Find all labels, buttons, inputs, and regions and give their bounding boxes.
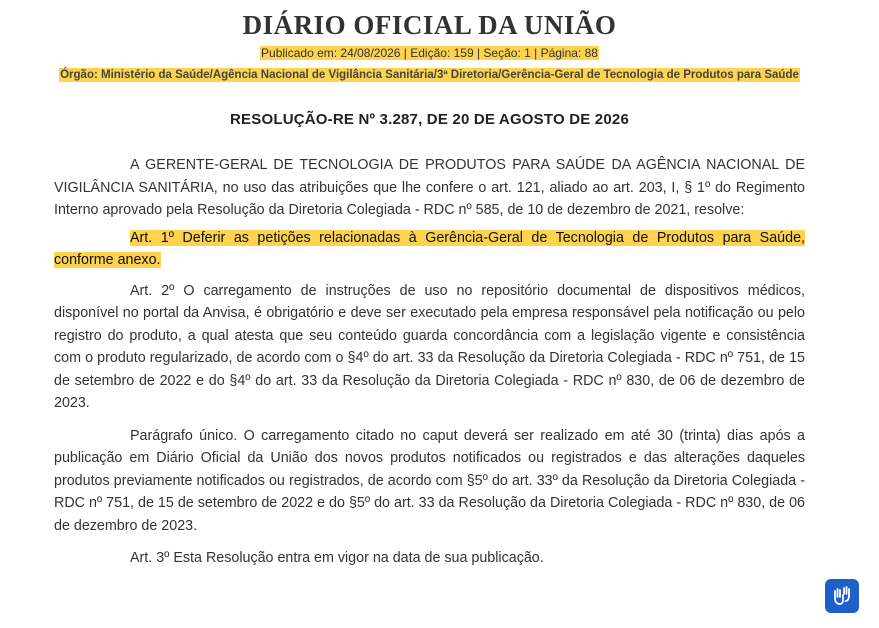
accessibility-sign-language-button[interactable] (825, 579, 859, 613)
sign-language-hands-icon (830, 584, 854, 608)
sole-paragraph: Parágrafo único. O carregamento citado no caput deverá ser realizado em até 30 (trinta) dias após a publicação em Diário Oficial da União dos novos produtos notificados ou registrados e das alterações daqueles produtos previamente notificados ou registrados, de acordo com §5º do art. 33º da Resolução da Diretoria Colegiada - RDC nº 751, de 15 de setembro de 2022 e do §5º do art. 33 da Resolução da Diretoria Colegiada - RDC nº 830, de 06 de dezembro de 2023. (54, 427, 805, 534)
organ-info (54, 65, 805, 85)
publication-info-text: Publicado em: 24/08/2026 | Edição: 159 | Seção: 1 | Página: 88 (261, 46, 598, 60)
article-3: Art. 3º Esta Resolução entra em vigor na data de sua publicação. (130, 550, 544, 566)
document-page (54, 0, 805, 570)
article-1 (54, 227, 805, 272)
article-1-highlighted-text: Art. 1º Deferir as petições relacionadas à Gerência-Geral de Tecnologia de Produtos para Saúde, conforme anexo. (54, 229, 805, 268)
article-2: Art. 2º O carregamento de instruções de uso no repositório documental de dispositivos médicos, disponível no portal da Anvisa, é obrigatório e deve ser executado pela empresa responsável pela notificação ou pelo registro do produto, a qual atesta que seu conteúdo guarda concordância com a legislação vigente e consistência com o produto regularizado, de acordo com o §4º do art. 33 da Resolução da Diretoria Colegiada - RDC nº 751, de 15 de setembro de 2022 e do §4º do art. 33 da Resolução da Diretoria Colegiada - RDC nº 830, de 06 de dezembro de 2023. (54, 282, 805, 411)
masthead-title: DIÁRIO OFICIAL DA UNIÃO (242, 10, 617, 40)
resolution-title: RESOLUÇÃO-RE Nº 3.287, DE 20 DE AGOSTO DE 2026 (230, 111, 629, 128)
publication-info (54, 45, 805, 62)
preamble-paragraph: A GERENTE-GERAL DE TECNOLOGIA DE PRODUTOS PARA SAÚDE DA AGÊNCIA NACIONAL DE VIGILÂNCIA SANITÁRIA, no uso das atribuições que lhe confere o art. 121, aliado ao art. 203, I, § 1º do Regimento Interno aprovado pela Resolução da Diretoria Colegiada - RDC nº 585, de 10 de dezembro de 2021, resolve: (54, 157, 805, 218)
organ-info-text: Órgão: Ministério da Saúde/Agência Nacional de Vigilância Sanitária/3ª Diretoria/Gerência-Geral de Tecnologia de Produtos para Saúde (60, 69, 799, 81)
